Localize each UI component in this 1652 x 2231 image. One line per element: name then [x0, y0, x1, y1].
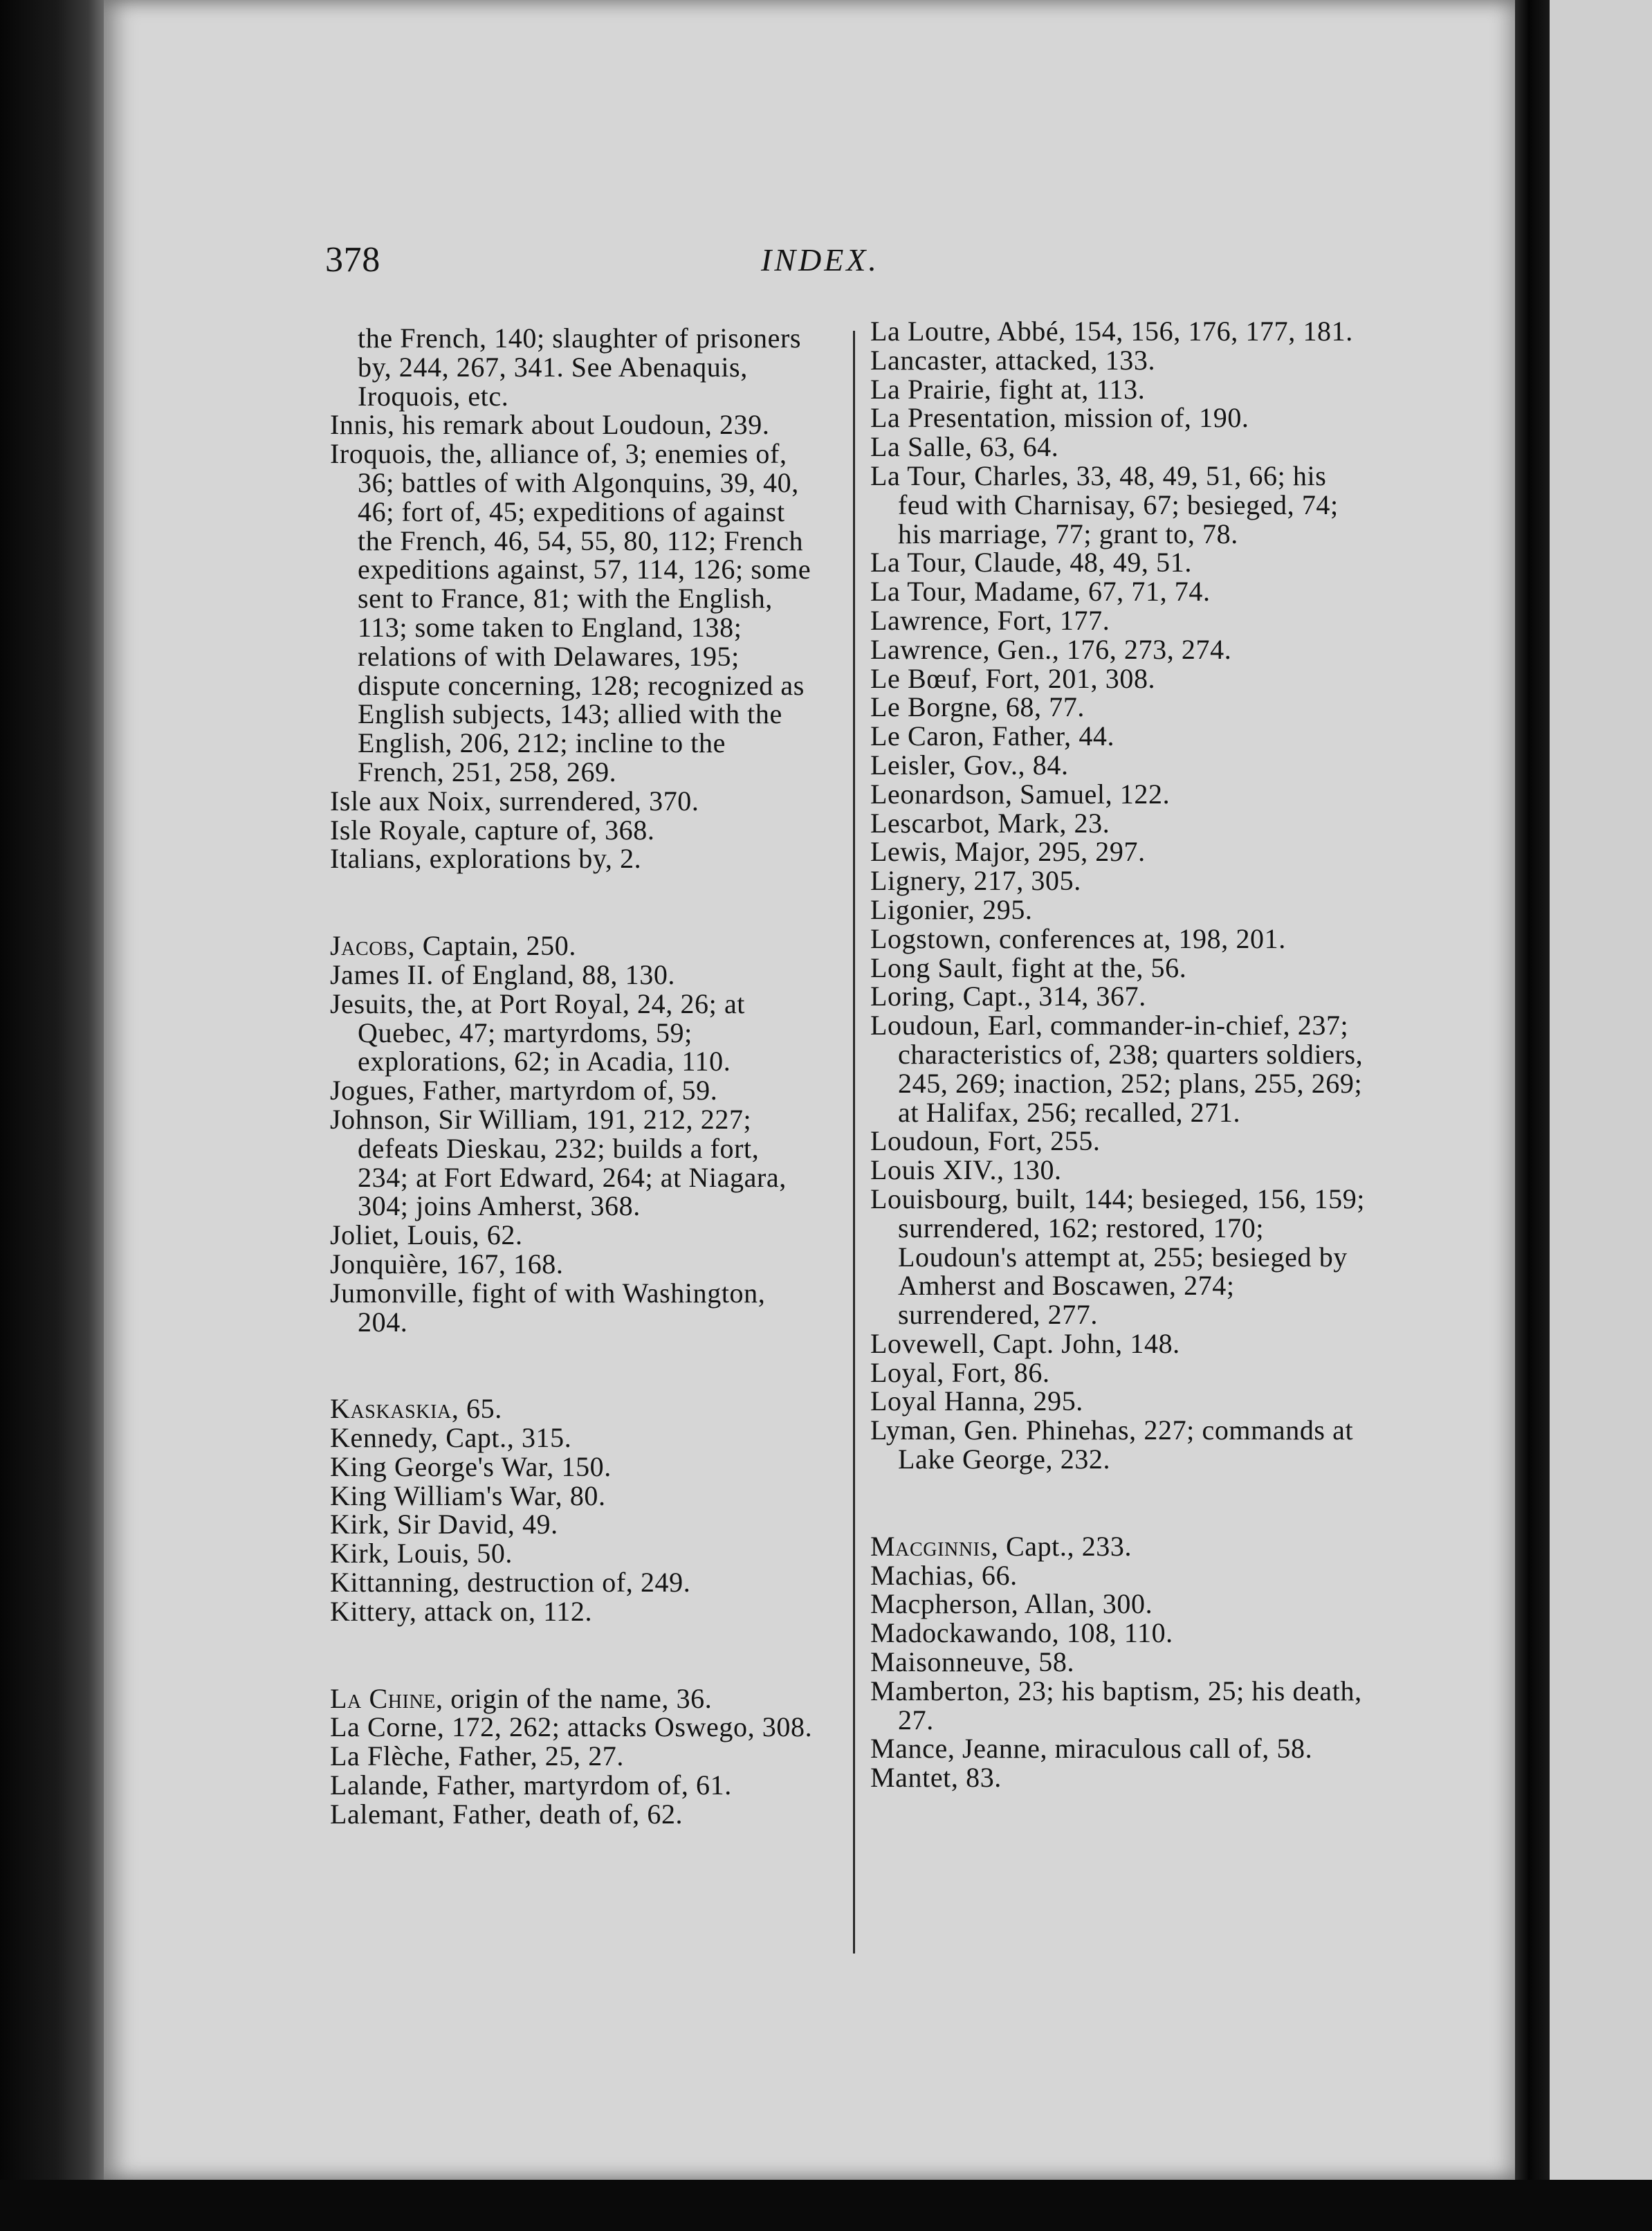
index-entry: [870, 951, 1375, 983]
page-number: 378: [325, 240, 380, 280]
index-entry: [330, 1105, 814, 1221]
entry-text: Macpherson, Allan, 300.: [870, 1588, 1153, 1620]
index-entry: [330, 1800, 814, 1829]
entry-text: Maisonneuve, 58.: [870, 1646, 1075, 1678]
index-entry: [330, 1742, 814, 1771]
entry-text: Louis XIV., 130.: [870, 1154, 1062, 1186]
index-entry: [330, 987, 814, 1077]
index-entry: [330, 1539, 814, 1568]
page-edge-shadow: [1515, 0, 1550, 2231]
entry-text: King William's War, 80.: [330, 1479, 606, 1511]
index-entry: [330, 1279, 814, 1337]
index-entry: [870, 606, 1375, 635]
entry-text: Lovewell, Capt. John, 148.: [870, 1327, 1180, 1359]
index-entry: [870, 403, 1375, 432]
index-entry: [870, 866, 1375, 895]
index-entry: [870, 809, 1375, 838]
index-entry: [870, 1156, 1375, 1185]
entry-text: Innis, his remark about Loudoun, 239.: [330, 409, 770, 441]
entry-text: Loyal, Fort, 86.: [870, 1356, 1050, 1388]
letter-group-headword: Kaskaskia: [330, 1393, 452, 1425]
index-entry: [870, 432, 1375, 462]
entry-text: Long Sault, fight at the, 56.: [870, 951, 1187, 983]
entry-text: Lawrence, Gen., 176, 273, 274.: [870, 633, 1232, 665]
entry-text: Johnson, Sir William, 191, 212, 227; defeats Dieskau, 232; builds a fort, 234; at Fort Edward, 264; at Niagara, 304; joins Amherst, 368.: [330, 1103, 787, 1222]
index-entry: [870, 722, 1375, 751]
index-entry: [330, 410, 814, 439]
entry-text: Mamberton, 23; his baptism, 25; his death, 27.: [870, 1675, 1362, 1736]
entry-text: Le Caron, Father, 44.: [870, 720, 1115, 752]
entry-text: Lalemant, Father, death of, 62.: [330, 1798, 683, 1830]
index-entry: [870, 459, 1375, 549]
entry-text: Leisler, Gov., 84.: [870, 749, 1069, 781]
entry-text: , Captain, 250.: [407, 930, 576, 962]
index-entry: [330, 844, 814, 873]
index-entry: [330, 1568, 814, 1597]
entry-text: Loring, Capt., 314, 367.: [870, 981, 1146, 1012]
entry-text: Jumonville, fight of with Washington, 204.: [330, 1277, 766, 1338]
index-entry: [870, 1734, 1375, 1763]
index-entry: [330, 816, 814, 845]
entry-text: La Tour, Madame, 67, 71, 74.: [870, 576, 1211, 608]
index-entry: [870, 751, 1375, 780]
index-entry: [870, 982, 1375, 1011]
index-column-right: [870, 317, 1375, 1792]
entry-text: Kirk, Sir David, 49.: [330, 1509, 558, 1540]
index-entry: [330, 1510, 814, 1539]
index-entry: [870, 375, 1375, 404]
entry-text: La Loutre, Abbé, 154, 156, 176, 177, 181.: [870, 316, 1353, 347]
entry-text: La Tour, Claude, 48, 49, 51.: [870, 547, 1192, 579]
index-entry: [870, 1532, 1375, 1561]
index-entry: [330, 1250, 814, 1279]
entry-text: Lewis, Major, 295, 297.: [870, 836, 1146, 868]
entry-text: Italians, explorations by, 2.: [330, 843, 642, 875]
entry-text: the French, 140; slaughter of prisoners by, 244, 267, 341. See Abenaquis, Iroquois, etc.: [358, 322, 802, 412]
running-head: INDEX.: [761, 242, 879, 277]
index-entry: [870, 317, 1375, 346]
letter-group-headword: Macginnis: [870, 1530, 991, 1562]
index-entry: [870, 548, 1375, 577]
entry-text: La Tour, Charles, 33, 48, 49, 51, 66; his feud with Charnisay, 67; besieged, 74; his marriage, 77; grant to, 78.: [870, 459, 1339, 549]
entry-text: Loudoun, Earl, commander-in-chief, 237; characteristics of, 238; quarters soldiers, 245, 269; inaction, 252; plans, 255, 269; at Halifax, 256; recalled, 271.: [870, 1010, 1364, 1128]
entry-text: Machias, 66.: [870, 1559, 1018, 1591]
entry-text: Le Bœuf, Fort, 201, 308.: [870, 662, 1156, 694]
entry-text: Iroquois, the, alliance of, 3; enemies of, 36; battles of with Algonquins, 39, 40, 46; fort of, 45; expeditions of against the French, 46, 54, 55, 80, 112; French expeditions against, 57, 114, 126; some sent to France, 81; with the English, 113; some taken to England, 138; relations of with Delawares, 195; dispute concerning, 128; recognized as English subjects, 143; allied with the English, 206, 212; incline to the French, 251, 258, 269.: [330, 438, 811, 787]
index-entry: [330, 1394, 814, 1423]
entry-text: Mantet, 83.: [870, 1762, 1002, 1794]
letter-group-gap: [330, 873, 814, 931]
entry-text: La Prairie, fight at, 113.: [870, 373, 1146, 405]
index-entry: [330, 1479, 814, 1511]
entry-text: Kittery, attack on, 112.: [330, 1595, 593, 1627]
index-entry: [330, 1713, 814, 1742]
index-entry: [870, 1561, 1375, 1590]
index-entry: [330, 1221, 814, 1250]
index-entry: [870, 1011, 1375, 1127]
entry-text: Isle Royale, capture of, 368.: [330, 814, 655, 846]
index-entry: [330, 787, 814, 816]
letter-group-gap: [870, 1474, 1375, 1532]
entry-text: Logstown, conferences at, 198, 201.: [870, 922, 1286, 954]
index-entry: [870, 1387, 1375, 1416]
entry-text: Jonquière, 167, 168.: [330, 1248, 564, 1280]
index-entry: [330, 1597, 814, 1626]
entry-text: Ligonier, 295.: [870, 893, 1033, 925]
index-entry: [870, 346, 1375, 375]
index-entry: [330, 1684, 814, 1713]
index-entry: [870, 1329, 1375, 1358]
entry-text: , 65.: [451, 1393, 502, 1425]
index-entry: [330, 960, 814, 990]
book-gutter-shadow: [0, 0, 104, 2231]
index-entry: [870, 1590, 1375, 1619]
entry-text: Jesuits, the, at Port Royal, 24, 26; at Quebec, 47; martyrdoms, 59; explorations, 62; in Acadia, 110.: [330, 987, 746, 1077]
index-entry: [870, 577, 1375, 606]
index-entry: [870, 837, 1375, 866]
index-entry: [870, 1677, 1375, 1735]
entry-text: Joliet, Louis, 62.: [330, 1219, 523, 1251]
entry-text: La Salle, 63, 64.: [870, 431, 1059, 463]
index-entry: [870, 1185, 1375, 1329]
entry-text: La Presentation, mission of, 190.: [870, 402, 1249, 434]
index-entry: [870, 1358, 1375, 1387]
entry-text: Le Borgne, 68, 77.: [870, 691, 1085, 723]
entry-text: La Flèche, Father, 25, 27.: [330, 1740, 624, 1772]
entry-text: Kennedy, Capt., 315.: [330, 1422, 572, 1454]
entry-text: Kirk, Louis, 50.: [330, 1538, 513, 1569]
scan-bottom-border: [0, 2180, 1652, 2231]
entry-text: Lawrence, Fort, 177.: [870, 604, 1110, 636]
index-entry: [870, 780, 1375, 809]
index-column-left: [330, 324, 814, 1829]
index-entry-continued: [330, 324, 814, 410]
index-entry: [870, 895, 1375, 925]
index-entry: [870, 1648, 1375, 1677]
index-entry: [330, 1771, 814, 1800]
entry-text: Loyal Hanna, 295.: [870, 1385, 1083, 1417]
letter-group-headword: La Chine: [330, 1682, 437, 1714]
entry-text: Lalande, Father, martyrdom of, 61.: [330, 1769, 732, 1801]
index-entry: [870, 1127, 1375, 1156]
letter-group-gap: [330, 1626, 814, 1684]
index-entry: [870, 922, 1375, 954]
index-entry: [870, 1619, 1375, 1648]
entry-text: Kittanning, destruction of, 249.: [330, 1567, 691, 1599]
entry-text: La Corne, 172, 262; attacks Oswego, 308.: [330, 1711, 813, 1743]
entry-text: Lescarbot, Mark, 23.: [870, 807, 1110, 839]
entry-text: James II. of England, 88, 130.: [330, 958, 676, 990]
entry-text: Lyman, Gen. Phinehas, 227; commands at Lake George, 232.: [870, 1414, 1354, 1475]
entry-text: Isle aux Noix, surrendered, 370.: [330, 785, 699, 817]
index-entry: [330, 1423, 814, 1453]
entry-text: , origin of the name, 36.: [436, 1682, 713, 1714]
index-entry: [330, 931, 814, 960]
entry-text: Lancaster, attacked, 133.: [870, 344, 1156, 376]
entry-text: Loudoun, Fort, 255.: [870, 1125, 1101, 1157]
index-entry: [330, 439, 814, 787]
entry-text: Louisbourg, built, 144; besieged, 156, 159; surrendered, 162; restored, 170; Loudoun's attempt at, 255; besieged by Amherst and Boscawen, 274; surrendered, 277.: [870, 1183, 1366, 1331]
entry-text: Lignery, 217, 305.: [870, 865, 1081, 897]
column-divider: [853, 331, 855, 1954]
index-entry: [870, 1416, 1375, 1474]
letter-group-gap: [330, 1336, 814, 1394]
entry-text: Jogues, Father, martyrdom of, 59.: [330, 1075, 718, 1107]
letter-group-headword: Jacobs: [330, 930, 408, 962]
entry-text: Madockawando, 108, 110.: [870, 1617, 1173, 1649]
index-entry: [870, 664, 1375, 693]
index-entry: [870, 693, 1375, 722]
index-entry: [330, 1076, 814, 1105]
entry-text: , Capt., 233.: [991, 1530, 1132, 1562]
index-entry: [870, 635, 1375, 664]
entry-text: Mance, Jeanne, miraculous call of, 58.: [870, 1733, 1313, 1765]
entry-text: King George's War, 150.: [330, 1450, 612, 1482]
index-entry: [870, 1763, 1375, 1792]
entry-text: Leonardson, Samuel, 122.: [870, 778, 1171, 810]
adjacent-page-strip: [1550, 0, 1652, 2231]
index-entry: [330, 1450, 814, 1482]
